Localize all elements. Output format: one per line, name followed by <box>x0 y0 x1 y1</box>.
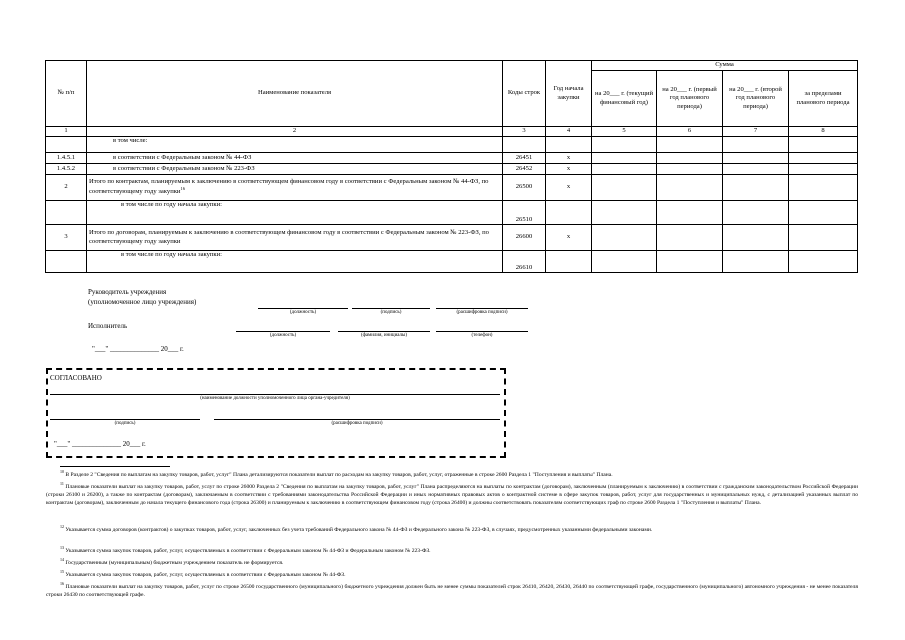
official-line[interactable] <box>50 394 500 395</box>
position-line[interactable] <box>258 308 348 309</box>
value-cell[interactable] <box>789 175 858 201</box>
agreed-sign-line[interactable] <box>50 419 200 420</box>
executor-fio-line[interactable] <box>338 331 430 332</box>
value-cell[interactable] <box>592 153 657 164</box>
row-code: 26610 <box>503 251 546 273</box>
value-cell[interactable] <box>657 225 723 251</box>
col-number: 7 <box>723 127 789 137</box>
value-cell[interactable] <box>789 164 858 175</box>
table-row <box>46 137 858 153</box>
row-code: 26600 <box>503 225 546 251</box>
footnote-num: 13 <box>60 545 64 550</box>
value-cell[interactable] <box>789 225 858 251</box>
footnote-num: 12 <box>60 524 64 529</box>
value-cell[interactable] <box>592 201 657 225</box>
cap-decode: (расшифровка подписи) <box>331 421 383 426</box>
row-code: 26500 <box>503 175 546 201</box>
col-number: 2 <box>87 127 503 137</box>
procurement-table <box>45 60 858 273</box>
executor-position-line[interactable] <box>236 331 330 332</box>
table-row <box>46 175 858 201</box>
header-sub-4: за пределами планового периода <box>789 71 858 127</box>
footnote <box>46 524 858 535</box>
agreed-block <box>46 368 506 458</box>
cap-sign: (подпись) <box>114 421 136 426</box>
column-number-row <box>46 127 858 137</box>
header-sum: Сумма <box>592 61 858 71</box>
value-cell[interactable] <box>723 225 789 251</box>
value-cell[interactable] <box>789 201 858 225</box>
row-year: x <box>546 175 592 201</box>
cap-official: (наименование должности уполномоченного лица органа-учредителя) <box>200 396 350 401</box>
table-row <box>46 153 858 164</box>
value-cell[interactable] <box>657 164 723 175</box>
row-name: в том числе: <box>87 137 503 153</box>
signature-line[interactable] <box>352 308 430 309</box>
value-cell[interactable] <box>657 201 723 225</box>
row-code: 26452 <box>503 164 546 175</box>
value-cell[interactable] <box>592 251 657 273</box>
row-name: в том числе по году начала закупки: <box>87 251 503 273</box>
table-row <box>46 164 858 175</box>
row-code: 26451 <box>503 153 546 164</box>
value-cell[interactable] <box>657 153 723 164</box>
header-sub-2: на 20___ г. (первый год планового периода) <box>657 71 723 127</box>
footnote-text: Государственным (муниципальным) бюджетным учреждением показатель не формируется. <box>65 559 284 566</box>
row-num: 1.4.5.1 <box>46 153 87 164</box>
row-name <box>87 175 503 201</box>
row-year: x <box>546 164 592 175</box>
row-year: x <box>546 225 592 251</box>
row-num: 3 <box>46 225 87 251</box>
value-cell[interactable] <box>789 137 858 153</box>
footnote <box>46 569 858 580</box>
row-year <box>546 137 592 153</box>
agreed-decode-line[interactable] <box>214 419 500 420</box>
row-num <box>46 201 87 225</box>
value-cell[interactable] <box>657 137 723 153</box>
cap-fio: (фамилия, инициалы) <box>360 333 408 338</box>
row-year: x <box>546 153 592 164</box>
header-name: Наименование показателя <box>87 61 503 127</box>
footnote-text: Указывается сумма договоров (контрактов) о закупках товаров, работ, услуг, заключенных без учета требований Федерального закона № 44-ФЗ и Федерального закона № 223-ФЗ, в случаях, предусмотренных указанными федеральными законами. <box>65 526 653 533</box>
value-cell[interactable] <box>657 175 723 201</box>
footnote-text: Плановые показатели выплат на закупку товаров, работ, услуг по строке 26000 Раздела 2 "Сведения по выплатам на закупку товаров, работ, услуг" Плана распределяются на выплаты по контрактам (договорам), заключенным (планируемым к заключению) в соответствии с гражданским законодательством Российской Федерации (строки 26100 и 26200), а также по контрактам (договорам), заключаемым в соответствии с требованиями законодательства Российской Федерации и иных нормативных правовых актов о контрактной системе в сфере закупок товаров, работ, услуг для государственных и муниципальных нужд, с детализацией указанных выплат по контрактам (договорам), заключенным до начала текущего финансового года (строка 26300) и планируемым к заключению в соответствующем финансовом году (строка 26400) и должны соответствовать показателям соответствующих граф по строке 2600 Раздела 1 "Поступления и выплаты" Плана. <box>46 483 858 506</box>
footnote-num: 15 <box>60 569 64 574</box>
value-cell[interactable] <box>657 251 723 273</box>
footnote-num: 10 <box>60 469 64 474</box>
row-name: в соответствии с Федеральным законом № 44-ФЗ <box>87 153 503 164</box>
row-name: Итого по договорам, планируемым к заключению в соответствующем финансовом году в соответствии с Федеральным законом № 223-ФЗ, по соответствующему году закупки <box>87 225 503 251</box>
value-cell[interactable] <box>789 251 858 273</box>
footnote <box>46 481 858 507</box>
footnote <box>46 545 858 556</box>
header-sub-3: на 20___ г. (второй год планового периода) <box>723 71 789 127</box>
col-number: 4 <box>546 127 592 137</box>
row-name: в том числе по году начала закупки: <box>87 201 503 225</box>
value-cell[interactable] <box>592 137 657 153</box>
executor-phone-line[interactable] <box>436 331 528 332</box>
footnote-ref: 16 <box>180 186 185 192</box>
col-number: 3 <box>503 127 546 137</box>
value-cell[interactable] <box>723 137 789 153</box>
head-label: Руководитель учреждения <box>88 288 167 296</box>
header-year: Год начала закупки <box>546 61 592 127</box>
row-name: в соответствии с Федеральным законом № 223-ФЗ <box>87 164 503 175</box>
cap-phone: (телефон) <box>471 333 493 338</box>
row-year <box>546 201 592 225</box>
date-line[interactable]: "___" ______________ 20___ г. <box>92 345 184 353</box>
executor-label: Исполнитель <box>88 322 128 330</box>
value-cell[interactable] <box>723 164 789 175</box>
cap-decoding: (расшифровка подписи) <box>456 310 508 315</box>
row-num: 1.4.5.2 <box>46 164 87 175</box>
col-number: 6 <box>657 127 723 137</box>
header-sub-1: на 20___ г. (текущий финансовый год) <box>592 71 657 127</box>
footnote-num: 11 <box>60 481 64 486</box>
footnote <box>46 581 858 600</box>
footnote <box>46 557 858 568</box>
agreed-date[interactable]: "___" ______________ 20___ г. <box>54 440 146 448</box>
header-row-1 <box>46 61 858 71</box>
row-num <box>46 137 87 153</box>
value-cell[interactable] <box>789 153 858 164</box>
footnote-text: Указывается сумма закупок товаров, работ, услуг, осуществляемых в соответствии с Федеральным законом № 44-ФЗ и Федеральным законом № 223-ФЗ. <box>65 547 431 554</box>
decoding-line[interactable] <box>436 308 528 309</box>
row-year <box>546 251 592 273</box>
value-cell[interactable] <box>723 201 789 225</box>
value-cell[interactable] <box>592 175 657 201</box>
head-label-sub: (уполномоченное лицо учреждения) <box>88 298 197 306</box>
row-code <box>503 137 546 153</box>
col-number: 5 <box>592 127 657 137</box>
agreed-title: СОГЛАСОВАНО <box>50 374 102 382</box>
value-cell[interactable] <box>592 164 657 175</box>
footnote <box>46 469 858 480</box>
footnote-text: В Разделе 2 "Сведения по выплатам на закупку товаров, работ, услуг" Плана детализируются показатели выплат по расходам на закупку товаров, работ, услуг, отраженные в строке 2600 Раздела 1 "Поступления и выплаты" Плана. <box>65 471 613 478</box>
footnote-text: Плановые показатели выплат на закупку товаров, работ, услуг по строке 26500 государственного (муниципального) бюджетного учреждения должен быть не менее суммы показателей строк 26410, 26420, 26430, 26440 по соответствующей графе, государственного (муниципального) автономного учреждения - не менее показателя строки 26430 по соответствующей графе. <box>46 583 858 598</box>
footnote-text: Указывается сумма закупок товаров, работ, услуг, осуществляемых в соответствии с Федеральным законом № 44-ФЗ. <box>65 571 346 578</box>
row-code: 26510 <box>503 201 546 225</box>
table-row <box>46 251 858 273</box>
cap-position2: (должность) <box>269 333 297 338</box>
cap-position: (должность) <box>289 310 317 315</box>
table-row <box>46 225 858 251</box>
footnote-num: 16 <box>60 581 64 586</box>
row-num <box>46 251 87 273</box>
row-num: 2 <box>46 175 87 201</box>
value-cell[interactable] <box>592 225 657 251</box>
value-cell[interactable] <box>723 153 789 164</box>
cap-signature: (подпись) <box>380 310 402 315</box>
col-number: 1 <box>46 127 87 137</box>
header-num: № п/п <box>46 61 87 127</box>
footnote-separator <box>60 466 170 467</box>
row-name-text: Итого по контрактам, планируемым к заключению в соответствующем финансовом году в соответствии с Федеральным законом № 44-ФЗ, по соответствующему году закупки <box>89 178 489 196</box>
col-number: 8 <box>789 127 858 137</box>
footnote-num: 14 <box>60 557 64 562</box>
header-code: Коды строк <box>503 61 546 127</box>
value-cell[interactable] <box>723 175 789 201</box>
table-row <box>46 201 858 225</box>
value-cell[interactable] <box>723 251 789 273</box>
